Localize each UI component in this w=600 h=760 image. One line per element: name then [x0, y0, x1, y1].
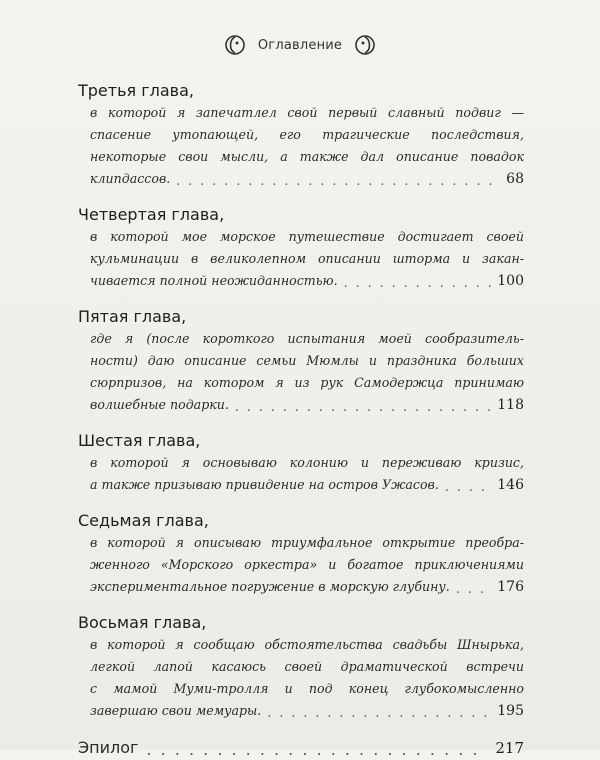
table-of-contents: [78, 80, 524, 758]
page-number: 100: [497, 273, 524, 289]
leader-dots: [445, 476, 491, 496]
description-line: женного «Морского оркестра» и богатое приключениями: [90, 557, 524, 572]
description-line: клипдассов.: [90, 171, 171, 186]
leader-dots: [146, 740, 487, 760]
description-last-line: [90, 168, 524, 190]
leader-dots: [456, 578, 492, 598]
chapter-title: Седьмая глава,: [78, 511, 209, 530]
description-line: в которой я основываю колонию и переживаю кризис,: [90, 455, 524, 470]
chapter-title: Шестая глава,: [78, 431, 201, 450]
description-line: некоторые свои мысли, а также дал описание повадок: [90, 149, 524, 164]
description-last-line: [90, 700, 524, 722]
description-line: в которой я сообщаю обстоятельства свадьбы Шнырька,: [90, 637, 524, 652]
description-line: а также призываю привидение на остров Ужасов.: [90, 477, 439, 492]
toc-entry-epilog[interactable]: [78, 738, 524, 758]
description-line: чивается полной неожиданностью.: [90, 273, 338, 288]
chapter-description: [78, 634, 524, 722]
description-last-line: [90, 474, 524, 496]
chapter-description: [78, 226, 524, 292]
description-line: в которой мое морское путешествие достигает своей: [90, 229, 524, 244]
page-number: 68: [506, 171, 524, 187]
leader-dots: [176, 170, 500, 190]
toc-entry[interactable]: [78, 612, 524, 722]
left-ornament-icon: [224, 34, 246, 56]
description-line: завершаю свои мемуары.: [90, 703, 262, 718]
description-line: спасение утопающей, его трагические последствия,: [90, 127, 524, 142]
description-line: волшебные подарки.: [90, 397, 229, 412]
chapter-title: Третья глава,: [78, 81, 194, 100]
toc-entry[interactable]: [78, 510, 524, 598]
description-last-line: [90, 270, 524, 292]
page-number: 195: [497, 703, 524, 719]
page-number: 118: [497, 397, 524, 413]
description-line: экспериментальное погружение в морскую глубину.: [90, 579, 450, 594]
leader-dots: [267, 702, 491, 722]
description-line: в которой я описываю триумфальное открытие преобра-: [90, 535, 524, 550]
page-header: [0, 34, 600, 56]
leader-dots: [235, 396, 491, 416]
description-last-line: [90, 576, 524, 598]
page-number: 146: [497, 477, 524, 493]
right-ornament-icon: [354, 34, 376, 56]
page-number: 176: [497, 579, 524, 595]
chapter-title: Пятая глава,: [78, 307, 187, 326]
chapter-description: [78, 328, 524, 416]
description-line: кульминации в великолепном описании шторма и закан-: [90, 251, 524, 266]
toc-entry[interactable]: [78, 430, 524, 496]
description-last-line: [90, 394, 524, 416]
description-line: в которой я запечатлел свой первый славный подвиг —: [90, 105, 524, 120]
description-line: сюрпризов, на котором я из рук Самодержца принимаю: [90, 375, 524, 390]
chapter-description: [78, 532, 524, 598]
chapter-title: Эпилог: [78, 738, 139, 757]
page-title: Оглавление: [257, 37, 343, 53]
description-line: ности) даю описание семьи Мюмлы и праздника больших: [90, 353, 524, 368]
description-line: легкой лапой касаюсь своей драматической встречи: [90, 659, 524, 674]
chapter-title: Восьмая глава,: [78, 613, 207, 632]
chapter-title: Четвертая глава,: [78, 205, 225, 224]
toc-entry[interactable]: [78, 306, 524, 416]
chapter-description: [78, 452, 524, 496]
leader-dots: [344, 272, 492, 292]
chapter-description: [78, 102, 524, 190]
description-line: с мамой Муми-тролля и под конец глубокомысленно: [90, 681, 524, 696]
toc-entry[interactable]: [78, 80, 524, 190]
page-number: 217: [495, 739, 524, 757]
description-line: где я (после короткого испытания моей сообразитель-: [90, 331, 524, 346]
toc-entry[interactable]: [78, 204, 524, 292]
